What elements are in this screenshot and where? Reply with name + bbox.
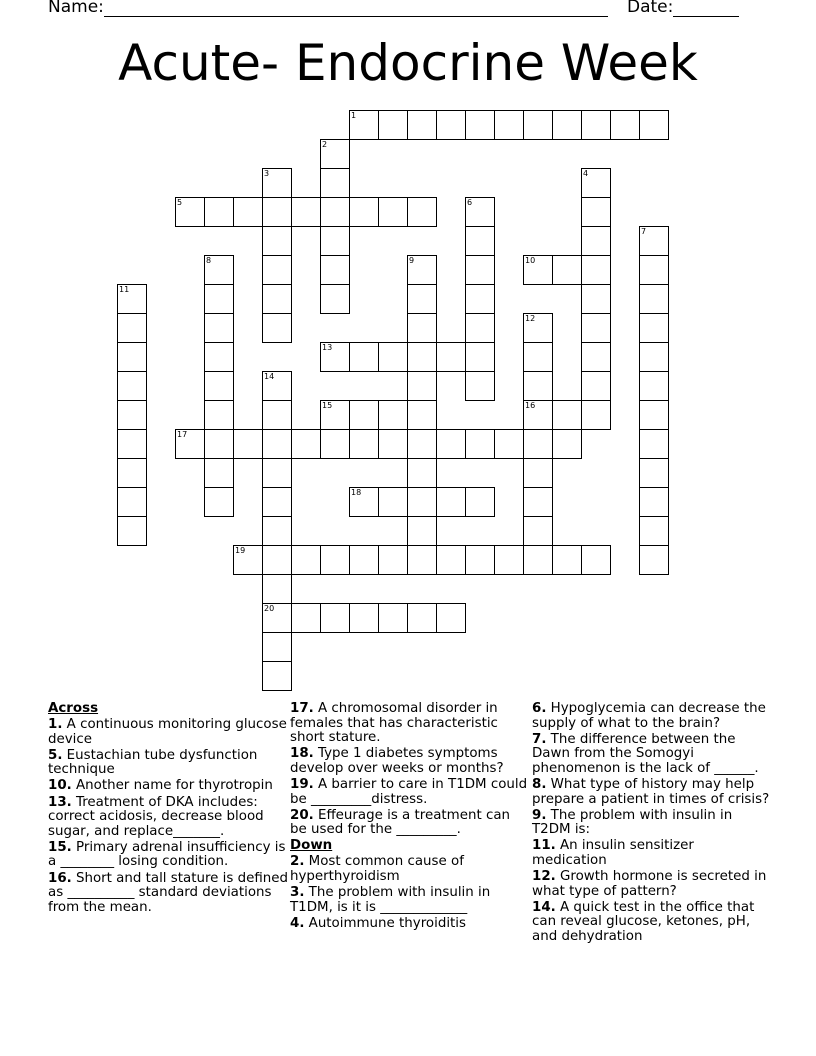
clue-text: A quick test in the office that can reveal glucose, ketones, pH, and dehydration [532, 899, 755, 944]
grid-cell[interactable] [465, 342, 495, 372]
clue-item [48, 841, 288, 870]
grid-cell[interactable] [262, 632, 292, 662]
grid-cell[interactable] [320, 400, 350, 430]
clue-item [48, 796, 288, 840]
grid-cell[interactable] [407, 429, 437, 459]
clue-item [48, 872, 288, 916]
grid-cell[interactable] [320, 342, 350, 372]
grid-cell[interactable] [465, 545, 495, 575]
clue-number: 14 [264, 372, 275, 381]
grid-cell[interactable] [262, 313, 292, 343]
grid-cell[interactable] [581, 197, 611, 227]
clue-number: 9 [409, 256, 415, 265]
grid-cell[interactable] [523, 516, 553, 546]
grid-cell[interactable] [639, 255, 669, 285]
grid-cell[interactable] [349, 400, 379, 430]
grid-cell[interactable] [523, 400, 553, 430]
grid-cell[interactable] [436, 342, 466, 372]
clue-number: 13 [322, 343, 333, 352]
grid-cell[interactable] [465, 313, 495, 343]
grid-cell[interactable] [320, 603, 350, 633]
grid-cell[interactable] [494, 429, 524, 459]
grid-cell[interactable] [262, 168, 292, 198]
grid-cell[interactable] [204, 255, 234, 285]
clue-text: What type of history may help prepare a patient in times of crisis? [532, 776, 770, 807]
grid-cell[interactable] [523, 342, 553, 372]
clue-text: Effeurage is a treatment can be used for the _________. [290, 807, 511, 838]
grid-cell[interactable] [378, 545, 408, 575]
clue-number: 7 [641, 227, 647, 236]
clue-number: 17. [290, 701, 314, 716]
grid-cell[interactable] [320, 429, 350, 459]
clue-number: 20 [264, 604, 275, 613]
grid-cell[interactable] [320, 284, 350, 314]
clue-text: The problem with insulin in T2DM is: [532, 807, 733, 838]
clue-number: 7. [532, 731, 547, 747]
grid-cell[interactable] [117, 342, 147, 372]
grid-cell[interactable] [639, 284, 669, 314]
clue-item [290, 886, 530, 915]
clue-item [532, 870, 772, 899]
grid-cell[interactable] [262, 371, 292, 401]
clue-number: 3 [264, 169, 270, 178]
grid-cell[interactable] [523, 313, 553, 343]
clue-number: 19. [290, 776, 314, 792]
grid-cell[interactable] [262, 574, 292, 604]
grid-cell[interactable] [262, 661, 292, 691]
grid-cell[interactable] [523, 545, 553, 575]
clue-item [48, 718, 288, 747]
grid-cell[interactable] [378, 487, 408, 517]
grid-cell[interactable] [378, 400, 408, 430]
grid-cell[interactable] [233, 429, 263, 459]
grid-cell[interactable] [407, 313, 437, 343]
grid-cell[interactable] [465, 226, 495, 256]
clue-text: Most common cause of hyperthyroidism [290, 854, 464, 885]
clue-number: 2. [290, 854, 305, 870]
grid-cell[interactable] [581, 545, 611, 575]
grid-cell[interactable] [523, 458, 553, 488]
grid-cell[interactable] [204, 284, 234, 314]
clue-text: Type 1 diabetes symptoms develop over weeks or months? [290, 746, 504, 776]
clue-number: 3. [290, 885, 305, 901]
grid-cell[interactable] [262, 603, 292, 633]
grid-cell[interactable] [407, 342, 437, 372]
clue-column-1 [48, 702, 288, 917]
grid-cell[interactable] [465, 284, 495, 314]
grid-cell[interactable] [407, 284, 437, 314]
grid-cell[interactable] [117, 516, 147, 546]
grid-cell[interactable] [320, 226, 350, 256]
name-line[interactable] [104, 16, 608, 17]
grid-cell[interactable] [349, 342, 379, 372]
grid-cell[interactable] [262, 197, 292, 227]
grid-cell[interactable] [639, 458, 669, 488]
grid-cell[interactable] [117, 487, 147, 517]
clue-item [532, 733, 772, 777]
clue-item [290, 809, 530, 838]
grid-cell[interactable] [204, 371, 234, 401]
clue-number: 15. [48, 839, 72, 855]
grid-cell[interactable] [204, 429, 234, 459]
grid-cell[interactable] [639, 545, 669, 575]
grid-cell[interactable] [639, 226, 669, 256]
grid-cell[interactable] [465, 371, 495, 401]
grid-cell[interactable] [581, 226, 611, 256]
grid-cell[interactable] [436, 603, 466, 633]
grid-cell[interactable] [465, 197, 495, 227]
grid-cell[interactable] [262, 545, 292, 575]
grid-cell[interactable] [639, 371, 669, 401]
clue-number: 5 [177, 198, 183, 207]
grid-cell[interactable] [320, 139, 350, 169]
clue-column-2 [290, 702, 530, 933]
grid-cell[interactable] [378, 110, 408, 140]
grid-cell[interactable] [204, 197, 234, 227]
grid-cell[interactable] [349, 197, 379, 227]
clue-text: Autoimmune thyroiditis [304, 915, 466, 931]
grid-cell[interactable] [320, 545, 350, 575]
clue-item [532, 839, 772, 868]
grid-cell[interactable] [407, 371, 437, 401]
clue-text: Another name for thyrotropin [71, 778, 273, 794]
grid-cell[interactable] [262, 487, 292, 517]
grid-cell[interactable] [523, 429, 553, 459]
date-line[interactable] [673, 16, 739, 17]
grid-cell[interactable] [494, 110, 524, 140]
clue-number: 2 [322, 140, 328, 149]
grid-cell[interactable] [581, 284, 611, 314]
clue-item [290, 917, 530, 932]
grid-cell[interactable] [233, 545, 263, 575]
clue-number: 11 [119, 285, 130, 294]
clue-text: Eustachian tube dysfunction technique [48, 747, 258, 778]
clue-number: 14. [532, 899, 556, 915]
grid-cell[interactable] [349, 545, 379, 575]
grid-cell[interactable] [494, 545, 524, 575]
grid-cell[interactable] [204, 458, 234, 488]
grid-cell[interactable] [436, 429, 466, 459]
grid-cell[interactable] [523, 371, 553, 401]
grid-cell[interactable] [320, 168, 350, 198]
grid-cell[interactable] [581, 342, 611, 372]
grid-cell[interactable] [552, 429, 582, 459]
grid-cell[interactable] [581, 371, 611, 401]
clue-text: Growth hormone is secreted in what type of pattern? [532, 869, 767, 899]
grid-cell[interactable] [639, 400, 669, 430]
grid-cell[interactable] [204, 313, 234, 343]
clue-text: Primary adrenal insufficiency is a ________ losing condition. [48, 839, 286, 870]
clue-number: 4 [583, 169, 589, 178]
grid-cell[interactable] [639, 313, 669, 343]
grid-cell[interactable] [581, 168, 611, 198]
clue-item [48, 779, 288, 794]
grid-cell[interactable] [407, 197, 437, 227]
grid-cell[interactable] [204, 342, 234, 372]
clue-number: 11. [532, 838, 556, 854]
grid-cell[interactable] [320, 197, 350, 227]
grid-cell[interactable] [581, 313, 611, 343]
clue-number: 19 [235, 546, 246, 555]
grid-cell[interactable] [378, 603, 408, 633]
clue-item [290, 855, 530, 884]
grid-cell[interactable] [117, 400, 147, 430]
grid-cell[interactable] [349, 110, 379, 140]
grid-cell[interactable] [581, 255, 611, 285]
grid-cell[interactable] [117, 429, 147, 459]
grid-cell[interactable] [465, 487, 495, 517]
grid-cell[interactable] [378, 342, 408, 372]
grid-cell[interactable] [639, 429, 669, 459]
grid-cell[interactable] [407, 516, 437, 546]
clue-item [532, 809, 772, 838]
clue-number: 12. [532, 869, 556, 885]
grid-cell[interactable] [639, 342, 669, 372]
grid-cell[interactable] [175, 197, 205, 227]
grid-cell[interactable] [349, 429, 379, 459]
clue-text: Treatment of DKA includes: correct acidosis, decrease blood sugar, and replace_______. [48, 794, 264, 839]
grid-cell[interactable] [436, 545, 466, 575]
grid-cell[interactable] [291, 429, 321, 459]
grid-cell[interactable] [639, 516, 669, 546]
grid-cell[interactable] [610, 110, 640, 140]
grid-cell[interactable] [117, 284, 147, 314]
grid-cell[interactable] [465, 429, 495, 459]
grid-cell[interactable] [233, 197, 263, 227]
grid-cell[interactable] [407, 255, 437, 285]
grid-cell[interactable] [552, 255, 582, 285]
grid-cell[interactable] [262, 255, 292, 285]
clue-text: An insulin sensitizer medication [532, 838, 694, 868]
clue-item [532, 702, 772, 731]
grid-cell[interactable] [262, 516, 292, 546]
clue-text: Hypoglycemia can decrease the supply of what to the brain? [532, 701, 766, 731]
grid-cell[interactable] [407, 487, 437, 517]
grid-cell[interactable] [262, 429, 292, 459]
clue-number: 17 [177, 430, 188, 439]
grid-cell[interactable] [436, 110, 466, 140]
grid-cell[interactable] [262, 284, 292, 314]
clue-number: 16. [48, 870, 72, 886]
grid-cell[interactable] [349, 487, 379, 517]
clue-number: 18 [351, 488, 362, 497]
grid-cell[interactable] [407, 400, 437, 430]
grid-cell[interactable] [639, 110, 669, 140]
clue-number: 4. [290, 915, 305, 931]
grid-cell[interactable] [436, 487, 466, 517]
grid-cell[interactable] [552, 545, 582, 575]
clue-column-3 [532, 702, 772, 946]
clue-text: A continuous monitoring glucose device [48, 717, 287, 747]
clue-item [290, 747, 530, 776]
clue-item [532, 901, 772, 945]
grid-cell[interactable] [117, 458, 147, 488]
date-label: Date: [627, 0, 674, 17]
grid-cell[interactable] [378, 429, 408, 459]
clue-number: 13. [48, 794, 72, 810]
grid-cell[interactable] [117, 313, 147, 343]
page-title: Acute- Endocrine Week [118, 34, 698, 92]
clue-number: 10 [525, 256, 536, 265]
clue-number: 5. [48, 747, 63, 763]
grid-cell[interactable] [262, 458, 292, 488]
clue-number: 9. [532, 807, 547, 823]
clue-text: The problem with insulin in T1DM, is it is _____________ [290, 885, 491, 915]
clue-item [48, 749, 288, 778]
grid-cell[interactable] [523, 487, 553, 517]
grid-cell[interactable] [407, 110, 437, 140]
clue-item [532, 778, 772, 807]
grid-cell[interactable] [581, 110, 611, 140]
grid-cell[interactable] [407, 603, 437, 633]
grid-cell[interactable] [320, 255, 350, 285]
grid-cell[interactable] [523, 110, 553, 140]
grid-cell[interactable] [378, 197, 408, 227]
clue-number: 20. [290, 807, 314, 823]
across-heading: Across [48, 701, 99, 716]
grid-cell[interactable] [465, 110, 495, 140]
grid-cell[interactable] [204, 400, 234, 430]
grid-cell[interactable] [262, 226, 292, 256]
grid-cell[interactable] [581, 400, 611, 430]
grid-cell[interactable] [465, 255, 495, 285]
name-label: Name: [48, 0, 104, 17]
grid-cell[interactable] [552, 110, 582, 140]
down-heading: Down [290, 838, 333, 854]
clue-text: A barrier to care in T1DM could be _________distress. [290, 776, 528, 807]
clue-text: A chromosomal disorder in females that has characteristic short stature. [290, 701, 498, 746]
clue-number: 6 [467, 198, 473, 207]
clue-number: 8. [532, 776, 547, 792]
grid-cell[interactable] [291, 603, 321, 633]
clue-text: The difference between the Dawn from the Somogyi phenomenon is the lack of ______. [532, 731, 759, 776]
grid-cell[interactable] [552, 400, 582, 430]
clue-number: 18. [290, 746, 314, 762]
grid-cell[interactable] [204, 487, 234, 517]
grid-cell[interactable] [407, 458, 437, 488]
clue-number: 8 [206, 256, 212, 265]
grid-cell[interactable] [349, 603, 379, 633]
grid-cell[interactable] [117, 371, 147, 401]
clue-number: 1. [48, 717, 63, 733]
clue-number: 15 [322, 401, 333, 410]
clue-number: 12 [525, 314, 536, 323]
clue-number: 10. [48, 778, 72, 794]
clue-number: 1 [351, 111, 357, 120]
grid-cell[interactable] [291, 545, 321, 575]
clue-number: 6. [532, 701, 547, 716]
grid-cell[interactable] [262, 400, 292, 430]
grid-cell[interactable] [523, 255, 553, 285]
clue-item [290, 778, 530, 807]
clue-number: 16 [525, 401, 536, 410]
clue-text: Short and tall stature is defined as __________ standard deviations from the mean. [48, 870, 289, 915]
grid-cell[interactable] [175, 429, 205, 459]
clue-item [290, 702, 530, 746]
grid-cell[interactable] [291, 197, 321, 227]
grid-cell[interactable] [407, 545, 437, 575]
grid-cell[interactable] [639, 487, 669, 517]
